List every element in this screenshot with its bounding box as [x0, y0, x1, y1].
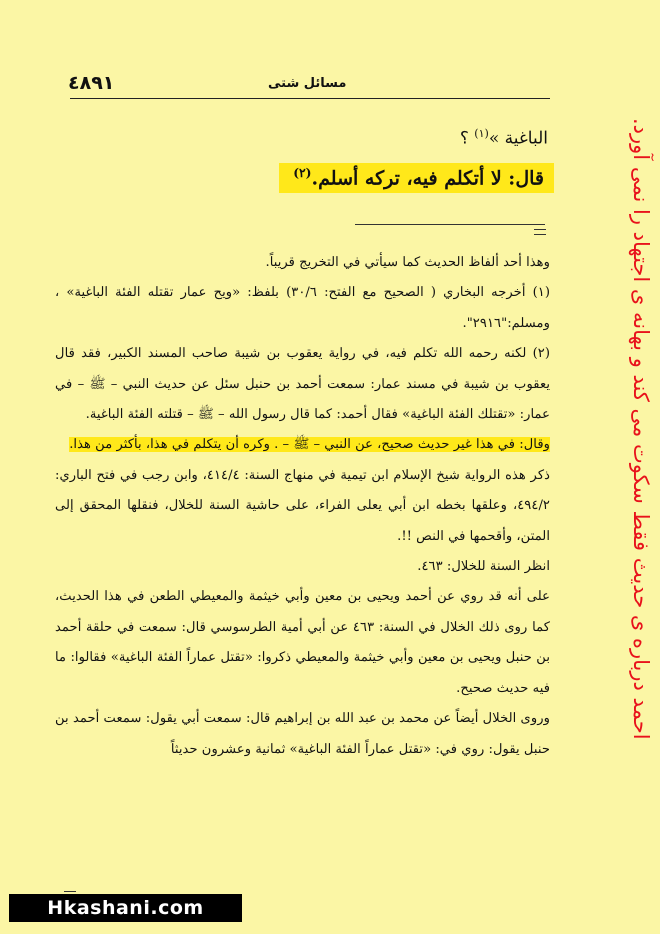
footnote-2: (٢) لكنه رحمه الله تكلم فيه، في رواية يعقوب بن شيبة صاحب المسند الكبير، فقد قال يعقوب بن شيبة في مسند عمار: سمعت أحمد بن حنبل سئل عن حديث النبي – ﷺ – في عمار: «تقتلك الفئة الباغية» فقال أحمد: كما قال رسول الله – ﷺ – قتلته الفئة الباغية. — [55, 346, 550, 423]
main-text-fragment: الباغية » — [488, 128, 548, 149]
footnote-narration: على أنه قد روي عن أحمد ويحيى بن معين وأبي خيثمة والمعيطي الطعن في هذا الحديث، كما روى ذلك الخلال في السنة: ٤٦٣ عن أبي أمية الطرسوسي قال: سمعت في حلقة أحمد بن حنبل ويحيى بن معين وأبي خيثمة والمعيطي ذكروا: «تقتل عماراً الفئة الباغية» فقالوا: ما فيه حديث صحيح. — [55, 589, 550, 696]
footnote-1: (١) أخرجه البخاري ( الصحيح مع الفتح: ٣٠/٦) بلفظ: «ويح عمار تقتله الفئة الباغية» ، ومسلم:"٢٩١٦". — [55, 285, 551, 331]
footnote-separator — [355, 224, 545, 225]
side-note-text: احمد درباره ی حدیث فقط سکوت می کند و بهانه ی اجتهاد را نمی آورد. — [629, 118, 653, 740]
footnote-ibn-taymiyya: ذكر هذه الرواية شيخ الإسلام ابن تيمية في منهاج السنة: ٤١٤/٤، وابن رجب في فتح الباري: ٤٩٤/٢، وعلقها بخطه ابن أبي يعلى الفراء، على حاشية السنة للخلال، فنقلها المحقق إلى المتن، وأقحمها في النص !!. — [55, 467, 550, 544]
footnotes-block — [55, 248, 550, 765]
site-watermark: Hkashani.com — [9, 894, 242, 922]
highlight-span: وقال: في هذا غير حديث صحيح، عن النبي – ﷺ – . وكره أن يتكلم في هذا، بأكثر من هذا. — [69, 437, 550, 453]
highlighted-quote — [279, 163, 554, 193]
main-text-line-1 — [460, 127, 548, 149]
footnote-continuation-mark — [534, 229, 546, 235]
running-header: مسائل شتى — [268, 76, 347, 91]
highlighted-footnote-passage — [55, 430, 550, 460]
header-rule — [70, 98, 550, 99]
footnote-see-also: انظر السنة للخلال: ٤٦٣. — [417, 559, 550, 575]
footnote-last: وروى الخلال أيضاً عن محمد بن عبد الله بن إبراهيم قال: سمعت أبي يقول: سمعت أحمد بن حنبل يقول: روي في: «تقتل عماراً الفئة الباغية» ثمانية وعشرون حديثاً — [55, 711, 550, 757]
quote-text: قال: لا أتكلم فيه، تركه أسلم. — [311, 167, 544, 190]
footnote-ref-1: (١) — [474, 127, 489, 140]
page-number: ٤٨٩١ — [68, 72, 115, 94]
handwritten-side-note — [558, 100, 658, 740]
question-mark: ؟ — [459, 128, 469, 149]
footnote-intro: وهذا أحد ألفاظ الحديث كما سيأتي في التخريج قريباً. — [265, 255, 550, 270]
footnote-ref-2: (٢) — [293, 165, 312, 180]
